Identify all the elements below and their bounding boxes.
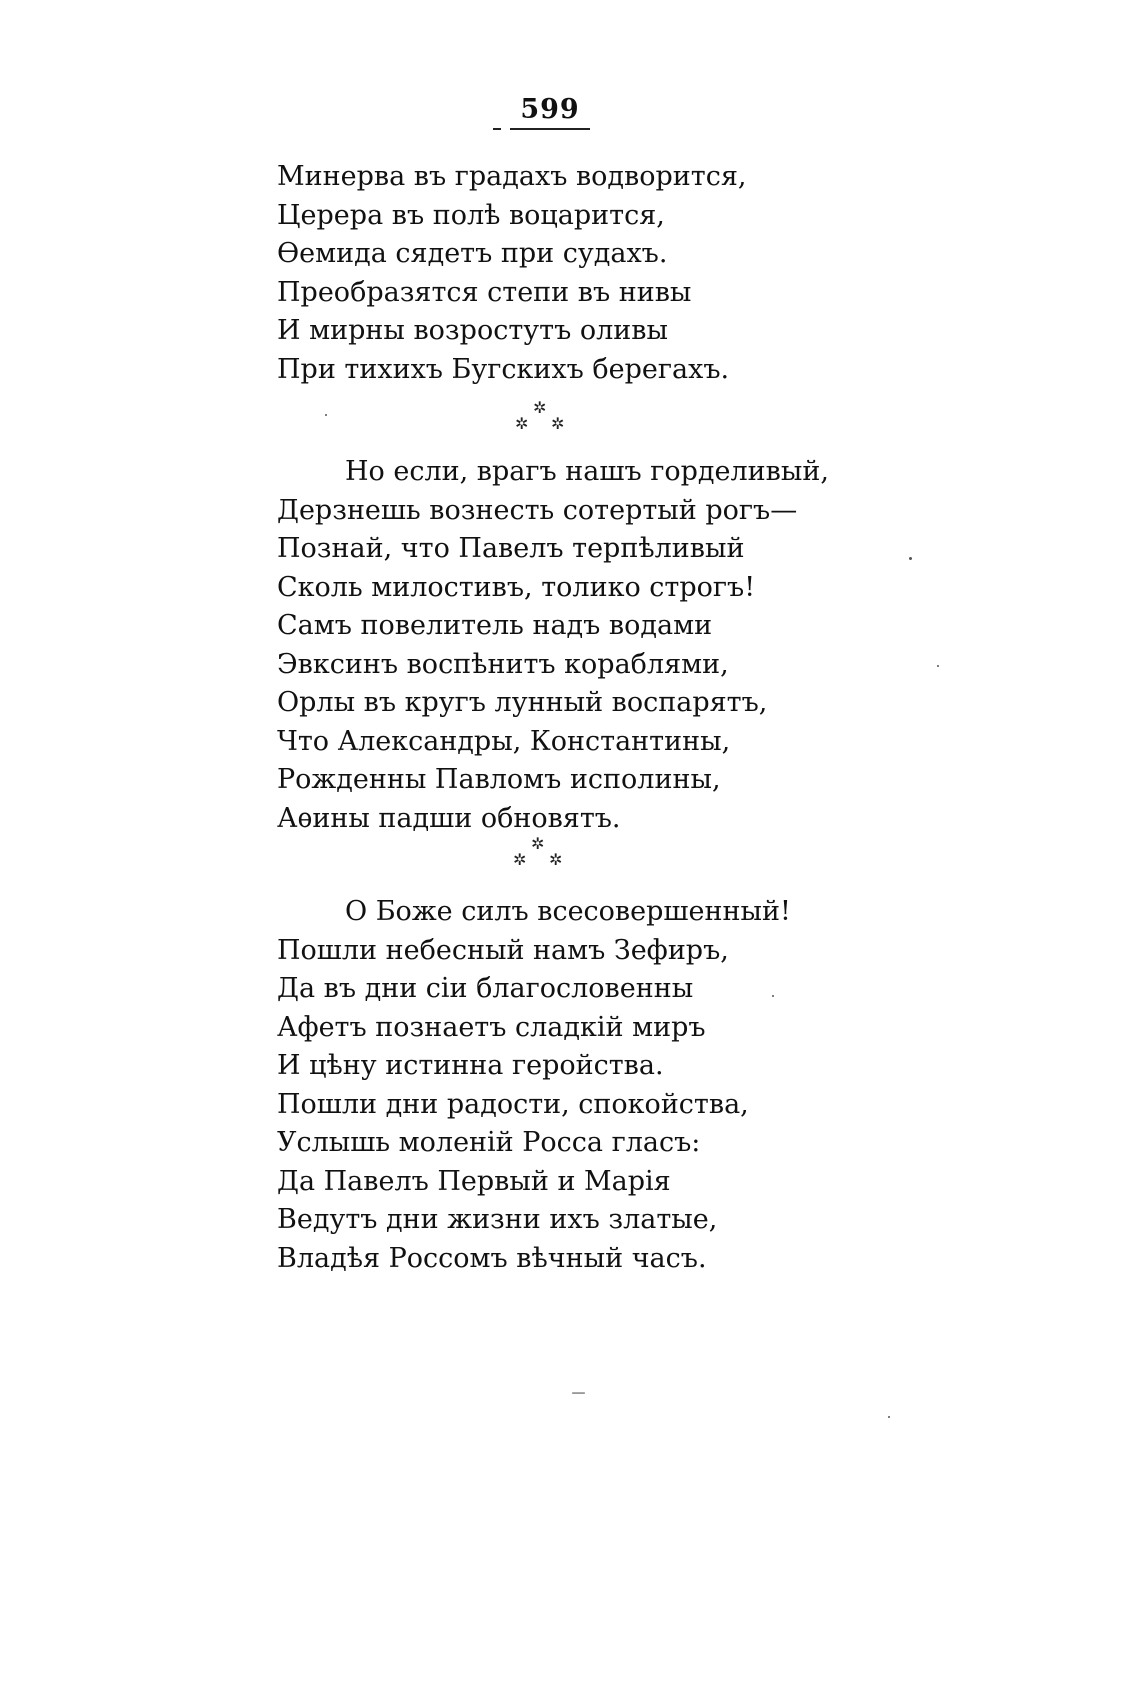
star-icon: ✲ [551, 414, 565, 433]
star-icon: ✲ [513, 850, 527, 869]
verse-line: Церера въ полѣ воцарится, [277, 199, 665, 231]
star-icon: ✲ [531, 834, 545, 853]
footer-mark: — [571, 1385, 585, 1401]
verse-line: Аѳины падши обновятъ. [277, 802, 621, 834]
verse-line: Пошли небесный намъ Зефиръ, [277, 934, 729, 966]
star-icon: ✲ [515, 414, 529, 433]
verse-line: Афетъ познаетъ сладкій миръ [277, 1011, 706, 1043]
verse-line: Ведутъ дни жизни ихъ златые, [277, 1204, 718, 1235]
scan-speck [325, 414, 327, 416]
asterism-separator [498, 836, 578, 876]
verse-line: И цѣну истинна геройства. [277, 1050, 664, 1081]
scan-speck [888, 1416, 890, 1418]
verse-line: Рожденны Павломъ исполины, [277, 764, 721, 795]
verse-line: Услышь моленій Росса гласъ: [277, 1127, 701, 1158]
page-number: 599 [520, 94, 580, 125]
verse-line: Но если, врагъ нашъ горделивый, [345, 456, 829, 487]
verse-line: Ѳемида сядетъ при судахъ. [277, 238, 668, 269]
verse-line: И мирны возростутъ оливы [277, 315, 668, 346]
scan-speck [937, 665, 939, 667]
header-rule [510, 128, 590, 130]
star-icon: ✲ [549, 850, 563, 869]
verse-line: Сколь милостивъ, толико строгъ! [277, 571, 756, 603]
scan-speck [772, 995, 774, 997]
star-icon: ✲ [533, 398, 547, 417]
verse-line: Минерва въ градахъ водворится, [277, 161, 747, 192]
stanza-2 [277, 453, 837, 838]
verse-line: Эвксинъ воспѣнитъ кораблями, [277, 648, 729, 680]
verse-line: Орлы въ кругъ лунный воспарятъ, [277, 687, 768, 718]
verse-line: Дерзнешь вознесть сотертый рогъ— [277, 494, 798, 526]
verse-line: Пошли дни радости, спокойства, [277, 1088, 749, 1120]
verse-line: При тихихъ Бугскихъ берегахъ. [277, 353, 730, 385]
verse-line: Познай, что Павелъ терпѣливый [277, 533, 745, 564]
scan-speck [909, 557, 912, 560]
verse-line: Да Павелъ Первый и Марія [277, 1165, 671, 1197]
stanza-1 [277, 158, 837, 389]
verse-line: О Боже силъ всесовершенный! [345, 896, 791, 927]
verse-line: Владѣя Россомъ вѣчный часъ. [277, 1242, 707, 1274]
verse-line: Преобразятся степи въ нивы [277, 276, 692, 308]
stanza-3 [277, 893, 837, 1278]
header-dash [493, 128, 501, 130]
asterism-separator [500, 400, 580, 440]
verse-line: Что Александры, Константины, [277, 725, 731, 757]
verse-line: Самъ повелитель надъ водами [277, 610, 713, 641]
verse-line: Да въ дни сіи благословенны [277, 973, 694, 1004]
